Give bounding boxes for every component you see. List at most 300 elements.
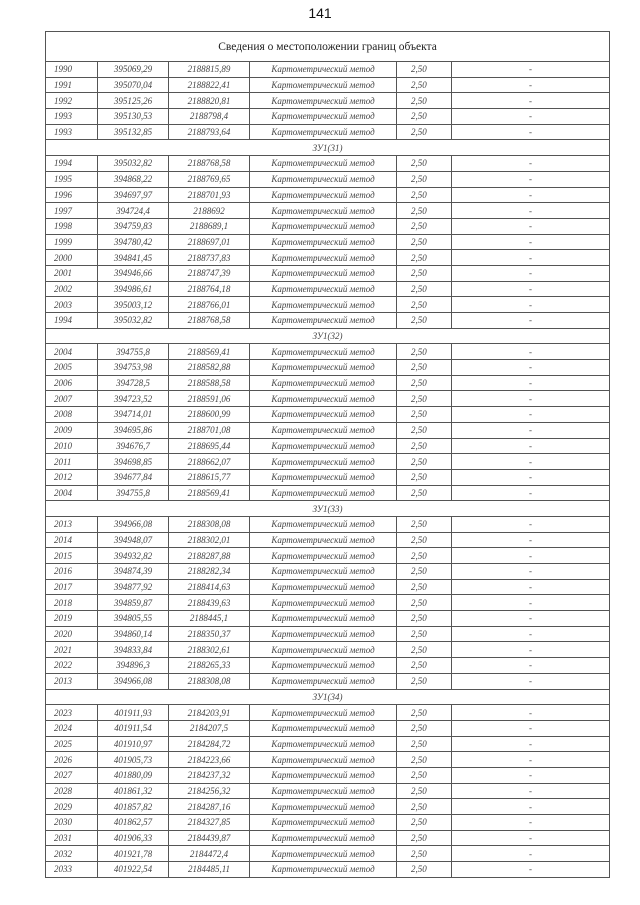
point-number: 2009: [46, 422, 98, 438]
table-row: [46, 516, 610, 532]
coord-y: 2184237,32: [169, 767, 250, 783]
method-cell: Картометрический метод: [250, 752, 397, 768]
coord-x: 394697,97: [98, 187, 169, 203]
point-number: 2001: [46, 265, 98, 281]
accuracy-cell: 2,50: [397, 862, 452, 878]
table-row: [46, 830, 610, 846]
description-cell: -: [452, 767, 610, 783]
accuracy-cell: 2,50: [397, 830, 452, 846]
coord-y: 2188282,34: [169, 564, 250, 580]
coord-x: 394677,84: [98, 469, 169, 485]
point-number: 2003: [46, 297, 98, 313]
description-cell: -: [452, 77, 610, 93]
coord-y: 2188689,1: [169, 218, 250, 234]
coord-y: 2188414,63: [169, 579, 250, 595]
description-cell: -: [452, 642, 610, 658]
method-cell: Картометрический метод: [250, 391, 397, 407]
table-row: [46, 313, 610, 329]
coord-y: 2188798,4: [169, 109, 250, 125]
table-row: [46, 124, 610, 140]
coord-y: 2188815,89: [169, 62, 250, 78]
method-cell: Картометрический метод: [250, 297, 397, 313]
coord-x: 401880,09: [98, 767, 169, 783]
section-label: ЗУ1(33): [46, 501, 610, 517]
point-number: 2007: [46, 391, 98, 407]
table-row: [46, 203, 610, 219]
point-number: 2027: [46, 767, 98, 783]
accuracy-cell: 2,50: [397, 281, 452, 297]
coord-y: 2184256,32: [169, 783, 250, 799]
coord-y: 2188287,88: [169, 548, 250, 564]
accuracy-cell: 2,50: [397, 626, 452, 642]
accuracy-cell: 2,50: [397, 250, 452, 266]
coordinates-table: [45, 31, 610, 878]
coord-y: 2184327,85: [169, 815, 250, 831]
method-cell: Картометрический метод: [250, 799, 397, 815]
description-cell: -: [452, 720, 610, 736]
coord-y: 2188768,58: [169, 156, 250, 172]
point-number: 1991: [46, 77, 98, 93]
method-cell: Картометрический метод: [250, 344, 397, 360]
accuracy-cell: 2,50: [397, 234, 452, 250]
table-row: [46, 344, 610, 360]
method-cell: Картометрический метод: [250, 815, 397, 831]
point-number: 2017: [46, 579, 98, 595]
method-cell: Картометрический метод: [250, 438, 397, 454]
point-number: 2015: [46, 548, 98, 564]
method-cell: Картометрический метод: [250, 265, 397, 281]
description-cell: -: [452, 548, 610, 564]
description-cell: -: [452, 516, 610, 532]
point-number: 2031: [46, 830, 98, 846]
accuracy-cell: 2,50: [397, 124, 452, 140]
method-cell: Картометрический метод: [250, 516, 397, 532]
method-cell: Картометрический метод: [250, 454, 397, 470]
coord-x: 394868,22: [98, 171, 169, 187]
coord-y: 2188445,1: [169, 611, 250, 627]
method-cell: Картометрический метод: [250, 673, 397, 689]
coord-x: 394724,4: [98, 203, 169, 219]
table-row: [46, 391, 610, 407]
point-number: 2033: [46, 862, 98, 878]
method-cell: Картометрический метод: [250, 375, 397, 391]
accuracy-cell: 2,50: [397, 611, 452, 627]
point-number: 2032: [46, 846, 98, 862]
accuracy-cell: 2,50: [397, 313, 452, 329]
method-cell: Картометрический метод: [250, 548, 397, 564]
coord-x: 394695,86: [98, 422, 169, 438]
accuracy-cell: 2,50: [397, 642, 452, 658]
coord-x: 394676,7: [98, 438, 169, 454]
description-cell: -: [452, 297, 610, 313]
coord-y: 2188308,08: [169, 516, 250, 532]
point-number: 2021: [46, 642, 98, 658]
coord-y: 2188692: [169, 203, 250, 219]
description-cell: -: [452, 438, 610, 454]
table-row: [46, 862, 610, 878]
coord-x: 394877,92: [98, 579, 169, 595]
accuracy-cell: 2,50: [397, 579, 452, 595]
description-cell: -: [452, 862, 610, 878]
accuracy-cell: 2,50: [397, 62, 452, 78]
method-cell: Картометрический метод: [250, 595, 397, 611]
accuracy-cell: 2,50: [397, 156, 452, 172]
description-cell: -: [452, 407, 610, 423]
description-cell: -: [452, 313, 610, 329]
coord-x: 401862,57: [98, 815, 169, 831]
coord-x: 394874,39: [98, 564, 169, 580]
point-number: 2024: [46, 720, 98, 736]
accuracy-cell: 2,50: [397, 846, 452, 862]
table-row: [46, 815, 610, 831]
table-header-row: [46, 32, 610, 62]
coord-y: 2188591,06: [169, 391, 250, 407]
accuracy-cell: 2,50: [397, 203, 452, 219]
coord-y: 2188737,83: [169, 250, 250, 266]
point-number: 2000: [46, 250, 98, 266]
table-row: [46, 736, 610, 752]
accuracy-cell: 2,50: [397, 454, 452, 470]
accuracy-cell: 2,50: [397, 532, 452, 548]
table-title: Сведения о местоположении границ объекта: [46, 32, 610, 62]
table-row: [46, 360, 610, 376]
point-number: 2013: [46, 516, 98, 532]
coord-y: 2188569,41: [169, 344, 250, 360]
method-cell: Картометрический метод: [250, 422, 397, 438]
method-cell: Картометрический метод: [250, 783, 397, 799]
coord-x: 394780,42: [98, 234, 169, 250]
description-cell: -: [452, 218, 610, 234]
description-cell: -: [452, 344, 610, 360]
method-cell: Картометрический метод: [250, 234, 397, 250]
description-cell: -: [452, 250, 610, 266]
accuracy-cell: 2,50: [397, 218, 452, 234]
description-cell: -: [452, 187, 610, 203]
point-number: 2018: [46, 595, 98, 611]
table-row: [46, 281, 610, 297]
coord-y: 2184439,87: [169, 830, 250, 846]
coord-y: 2188768,58: [169, 313, 250, 329]
coord-y: 2188697,01: [169, 234, 250, 250]
coord-x: 394860,14: [98, 626, 169, 642]
coord-y: 2188701,08: [169, 422, 250, 438]
coord-y: 2188766,01: [169, 297, 250, 313]
coord-y: 2188302,61: [169, 642, 250, 658]
coord-y: 2188350,37: [169, 626, 250, 642]
description-cell: -: [452, 752, 610, 768]
coord-x: 395032,82: [98, 313, 169, 329]
section-row: [46, 689, 610, 705]
description-cell: -: [452, 564, 610, 580]
method-cell: Картометрический метод: [250, 218, 397, 234]
coord-x: 401922,54: [98, 862, 169, 878]
table-row: [46, 407, 610, 423]
coord-x: 394698,85: [98, 454, 169, 470]
description-cell: -: [452, 234, 610, 250]
coord-y: 2188701,93: [169, 187, 250, 203]
description-cell: -: [452, 673, 610, 689]
description-cell: -: [452, 171, 610, 187]
coord-y: 2188695,44: [169, 438, 250, 454]
description-cell: -: [452, 203, 610, 219]
coord-y: 2184485,11: [169, 862, 250, 878]
description-cell: -: [452, 736, 610, 752]
method-cell: Картометрический метод: [250, 62, 397, 78]
coord-y: 2188662,07: [169, 454, 250, 470]
point-number: 1994: [46, 156, 98, 172]
accuracy-cell: 2,50: [397, 799, 452, 815]
method-cell: Картометрический метод: [250, 720, 397, 736]
coord-y: 2188308,08: [169, 673, 250, 689]
table-row: [46, 422, 610, 438]
method-cell: Картометрический метод: [250, 642, 397, 658]
point-number: 1998: [46, 218, 98, 234]
coord-y: 2184284,72: [169, 736, 250, 752]
method-cell: Картометрический метод: [250, 360, 397, 376]
description-cell: -: [452, 846, 610, 862]
point-number: 2025: [46, 736, 98, 752]
description-cell: -: [452, 532, 610, 548]
point-number: 2029: [46, 799, 98, 815]
coord-x: 394755,8: [98, 344, 169, 360]
coord-x: 394896,3: [98, 658, 169, 674]
accuracy-cell: 2,50: [397, 673, 452, 689]
coord-x: 394728,5: [98, 375, 169, 391]
accuracy-cell: 2,50: [397, 752, 452, 768]
description-cell: -: [452, 93, 610, 109]
coord-y: 2188265,33: [169, 658, 250, 674]
method-cell: Картометрический метод: [250, 564, 397, 580]
coord-y: 2188439,63: [169, 595, 250, 611]
accuracy-cell: 2,50: [397, 438, 452, 454]
accuracy-cell: 2,50: [397, 767, 452, 783]
description-cell: -: [452, 799, 610, 815]
method-cell: Картометрический метод: [250, 407, 397, 423]
method-cell: Картометрический метод: [250, 705, 397, 721]
table-row: [46, 109, 610, 125]
coord-x: 401857,82: [98, 799, 169, 815]
point-number: 2012: [46, 469, 98, 485]
coord-x: 401911,93: [98, 705, 169, 721]
description-cell: -: [452, 156, 610, 172]
accuracy-cell: 2,50: [397, 344, 452, 360]
description-cell: -: [452, 422, 610, 438]
accuracy-cell: 2,50: [397, 171, 452, 187]
coord-y: 2188582,88: [169, 360, 250, 376]
point-number: 1997: [46, 203, 98, 219]
point-number: 1993: [46, 124, 98, 140]
method-cell: Картометрический метод: [250, 281, 397, 297]
table-row: [46, 265, 610, 281]
method-cell: Картометрический метод: [250, 485, 397, 501]
method-cell: Картометрический метод: [250, 156, 397, 172]
point-number: 2022: [46, 658, 98, 674]
accuracy-cell: 2,50: [397, 93, 452, 109]
accuracy-cell: 2,50: [397, 297, 452, 313]
coord-x: 394948,07: [98, 532, 169, 548]
coord-x: 394714,01: [98, 407, 169, 423]
method-cell: Картометрический метод: [250, 93, 397, 109]
method-cell: Картометрический метод: [250, 862, 397, 878]
point-number: 2008: [46, 407, 98, 423]
description-cell: -: [452, 579, 610, 595]
accuracy-cell: 2,50: [397, 77, 452, 93]
point-number: 2005: [46, 360, 98, 376]
section-label: ЗУ1(32): [46, 328, 610, 344]
method-cell: Картометрический метод: [250, 250, 397, 266]
point-number: 1999: [46, 234, 98, 250]
coord-x: 394932,82: [98, 548, 169, 564]
method-cell: Картометрический метод: [250, 187, 397, 203]
table-row: [46, 564, 610, 580]
coord-x: 394966,08: [98, 673, 169, 689]
accuracy-cell: 2,50: [397, 815, 452, 831]
description-cell: -: [452, 265, 610, 281]
coord-y: 2188302,01: [169, 532, 250, 548]
description-cell: -: [452, 109, 610, 125]
coord-y: 2188600,99: [169, 407, 250, 423]
point-number: 2011: [46, 454, 98, 470]
table-row: [46, 799, 610, 815]
accuracy-cell: 2,50: [397, 736, 452, 752]
coord-x: 401910,97: [98, 736, 169, 752]
method-cell: Картометрический метод: [250, 736, 397, 752]
accuracy-cell: 2,50: [397, 705, 452, 721]
coord-x: 394759,83: [98, 218, 169, 234]
description-cell: -: [452, 830, 610, 846]
accuracy-cell: 2,50: [397, 391, 452, 407]
method-cell: Картометрический метод: [250, 124, 397, 140]
table-row: [46, 62, 610, 78]
description-cell: -: [452, 783, 610, 799]
point-number: 2019: [46, 611, 98, 627]
accuracy-cell: 2,50: [397, 564, 452, 580]
accuracy-cell: 2,50: [397, 658, 452, 674]
coord-x: 401861,32: [98, 783, 169, 799]
table-row: [46, 705, 610, 721]
accuracy-cell: 2,50: [397, 783, 452, 799]
coord-y: 2184207,5: [169, 720, 250, 736]
point-number: 2020: [46, 626, 98, 642]
method-cell: Картометрический метод: [250, 626, 397, 642]
point-number: 2004: [46, 344, 98, 360]
description-cell: -: [452, 360, 610, 376]
method-cell: Картометрический метод: [250, 313, 397, 329]
table-row: [46, 752, 610, 768]
coord-y: 2188615,77: [169, 469, 250, 485]
description-cell: -: [452, 62, 610, 78]
table-row: [46, 673, 610, 689]
coord-y: 2188793,64: [169, 124, 250, 140]
coord-x: 394805,55: [98, 611, 169, 627]
description-cell: -: [452, 705, 610, 721]
coord-x: 395003,12: [98, 297, 169, 313]
coord-x: 401906,33: [98, 830, 169, 846]
point-number: 1993: [46, 109, 98, 125]
coord-x: 394833,84: [98, 642, 169, 658]
accuracy-cell: 2,50: [397, 265, 452, 281]
point-number: 1995: [46, 171, 98, 187]
coord-y: 2188569,41: [169, 485, 250, 501]
method-cell: Картометрический метод: [250, 846, 397, 862]
table-row: [46, 720, 610, 736]
coord-x: 394755,8: [98, 485, 169, 501]
table-row: [46, 438, 610, 454]
page-number: 141: [308, 5, 332, 21]
method-cell: Картометрический метод: [250, 532, 397, 548]
table-row: [46, 218, 610, 234]
table-row: [46, 187, 610, 203]
table-row: [46, 595, 610, 611]
method-cell: Картометрический метод: [250, 171, 397, 187]
coord-x: 394723,52: [98, 391, 169, 407]
point-number: 2004: [46, 485, 98, 501]
point-number: 2014: [46, 532, 98, 548]
point-number: 2002: [46, 281, 98, 297]
accuracy-cell: 2,50: [397, 407, 452, 423]
table-row: [46, 234, 610, 250]
point-number: 2013: [46, 673, 98, 689]
method-cell: Картометрический метод: [250, 658, 397, 674]
table-row: [46, 469, 610, 485]
coord-x: 394753,98: [98, 360, 169, 376]
table-row: [46, 532, 610, 548]
method-cell: Картометрический метод: [250, 611, 397, 627]
coord-y: 2188764,18: [169, 281, 250, 297]
description-cell: -: [452, 626, 610, 642]
coord-x: 394859,87: [98, 595, 169, 611]
point-number: 2006: [46, 375, 98, 391]
table-row: [46, 93, 610, 109]
point-number: 1994: [46, 313, 98, 329]
description-cell: -: [452, 485, 610, 501]
table-row: [46, 626, 610, 642]
coord-y: 2184287,16: [169, 799, 250, 815]
point-number: 2026: [46, 752, 98, 768]
description-cell: -: [452, 124, 610, 140]
coord-x: 395069,29: [98, 62, 169, 78]
accuracy-cell: 2,50: [397, 187, 452, 203]
accuracy-cell: 2,50: [397, 360, 452, 376]
accuracy-cell: 2,50: [397, 485, 452, 501]
coord-y: 2188820,81: [169, 93, 250, 109]
point-number: 2030: [46, 815, 98, 831]
method-cell: Картометрический метод: [250, 767, 397, 783]
coordinates-table-container: [45, 31, 609, 878]
accuracy-cell: 2,50: [397, 595, 452, 611]
accuracy-cell: 2,50: [397, 720, 452, 736]
coord-x: 395032,82: [98, 156, 169, 172]
table-row: [46, 783, 610, 799]
point-number: 1990: [46, 62, 98, 78]
point-number: 2023: [46, 705, 98, 721]
coord-x: 395132,85: [98, 124, 169, 140]
description-cell: -: [452, 454, 610, 470]
table-row: [46, 156, 610, 172]
table-row: [46, 846, 610, 862]
coord-x: 401921,78: [98, 846, 169, 862]
coord-x: 395125,26: [98, 93, 169, 109]
coord-x: 394841,45: [98, 250, 169, 266]
table-row: [46, 250, 610, 266]
method-cell: Картометрический метод: [250, 469, 397, 485]
method-cell: Картометрический метод: [250, 203, 397, 219]
table-row: [46, 77, 610, 93]
coord-y: 2188747,39: [169, 265, 250, 281]
table-row: [46, 642, 610, 658]
accuracy-cell: 2,50: [397, 109, 452, 125]
coord-x: 394966,08: [98, 516, 169, 532]
